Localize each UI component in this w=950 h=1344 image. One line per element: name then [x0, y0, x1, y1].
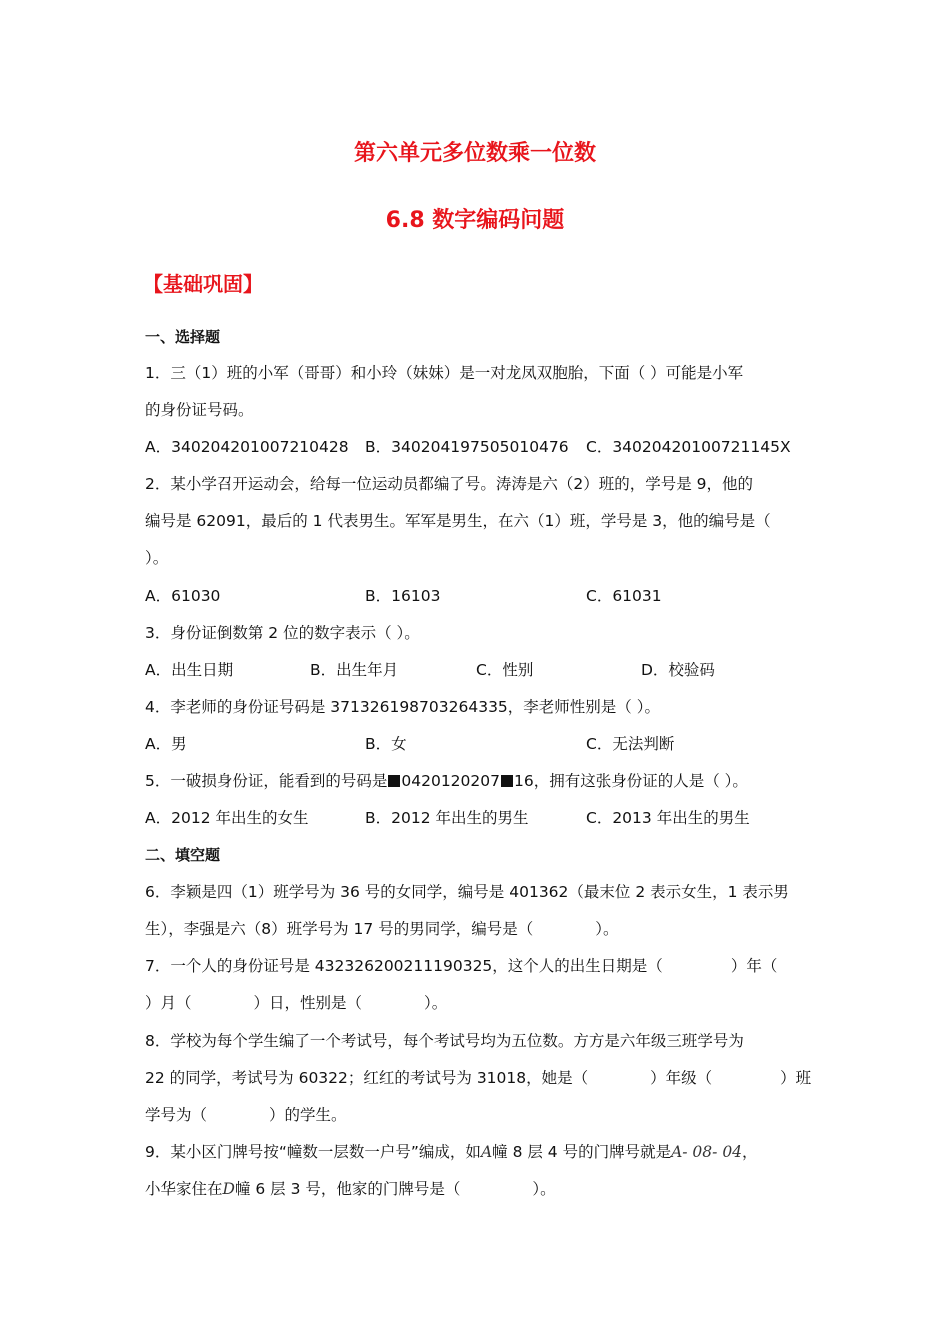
q1-line1: 1．三（1）班的小军（哥哥）和小玲（妹妹）是一对龙凤双胞胎，下面（ ）可能是小军 [145, 364, 744, 382]
q9-letter-d: D [222, 1180, 235, 1198]
q7-year: ）年（ [730, 957, 778, 975]
q3-option-b: B．出生年月 [310, 661, 399, 679]
q6-line1: 6．李颖是四（1）班学号为 36 号的女同学，编号是 401362（最末位 2 表示女生，1 表示男 [145, 883, 789, 901]
q3-option-a: A．出生日期 [145, 661, 234, 679]
q2-option-b: B．16103 [365, 587, 441, 605]
q1-option-b: B．340204197505010476 [365, 438, 569, 456]
q7-text: 7．一个人的身份证号是 432326200211190325，这个人的出生日期是（ [145, 957, 663, 975]
q5-line1 [145, 770, 748, 792]
q8-line1: 8．学校为每个学生编了一个考试号，每个考试号均为五位数。方方是六年级三班学号为 [145, 1032, 744, 1050]
q2-line1: 2．某小学召开运动会，给每一位运动员都编了号。涛涛是六（2）班的，学号是 9，他的 [145, 475, 754, 493]
q2-line3: ）。 [145, 549, 169, 567]
q9-text4: 幢 6 层 3 号，他家的门牌号是（ [234, 1180, 461, 1198]
q3-option-d: D．校验码 [641, 661, 715, 679]
q7-line2 [145, 992, 447, 1014]
q4-option-c: C．无法判断 [586, 735, 675, 753]
q8-line3 [145, 1104, 347, 1126]
q5-middle: 0420120207 [401, 772, 500, 790]
q8-grade: ）年级（ [650, 1069, 713, 1087]
q5-prefix: 5．一破损身份证，能看到的号码是 [145, 772, 388, 790]
q5-suffix: 16，拥有这张身份证的人是（ ）。 [514, 772, 748, 790]
q1-option-a: A．340204201007210428 [145, 438, 349, 456]
q6-close: ）。 [595, 920, 619, 938]
q3-line1: 3．身份证倒数第 2 位的数字表示（ ）。 [145, 624, 420, 642]
q8-line2 [145, 1067, 811, 1089]
q3-option-c: C．性别 [476, 661, 534, 679]
q4-option-a: A．男 [145, 735, 187, 753]
q9-close: ）。 [532, 1180, 556, 1198]
q9-comma: ， [742, 1143, 758, 1161]
q5-option-a: A．2012 年出生的女生 [145, 809, 309, 827]
q4-line1: 4．李老师的身份证号码是 371326198703264335，李老师性别是（ ）。 [145, 698, 660, 716]
q8-number: 学号为（ [145, 1106, 208, 1124]
page-subtitle: 6.8 数字编码问题 [385, 208, 565, 233]
q8-text: 22 的同学，考试号为 60322；红红的考试号为 31018，她是（ [145, 1069, 589, 1087]
q1-option-c: C．34020420100721145X [586, 438, 791, 456]
page-title: 第六单元多位数乘一位数 [353, 141, 596, 166]
q7-line1 [145, 955, 777, 977]
part1-heading: 一、选择题 [145, 328, 221, 346]
q5-option-c: C．2013 年出生的男生 [586, 809, 750, 827]
q7-month: ）月（ [145, 994, 192, 1012]
q9-code: A- 08- 04 [671, 1143, 743, 1161]
q9-text2: 幢 8 层 4 号的门牌号就是 [492, 1143, 672, 1161]
q7-close: ）。 [424, 994, 448, 1012]
q1-line2: 的身份证号码。 [145, 401, 254, 419]
q9-text: 9．某小区门牌号按“幢数一层数一户号”编成，如 [145, 1143, 481, 1161]
q2-option-c: C．61031 [586, 587, 662, 605]
q8-close: ）的学生。 [269, 1106, 347, 1124]
q9-text3: 小华家住在 [145, 1180, 223, 1198]
q8-class: ）班 [780, 1069, 812, 1087]
section-heading: 【基础巩固】 [143, 272, 263, 296]
masked-digit-icon [501, 775, 513, 787]
q2-option-a: A．61030 [145, 587, 221, 605]
q7-day: ）日，性别是（ [253, 994, 363, 1012]
q6-text: 生），李强是六（8）班学号为 17 号的男同学，编号是（ [145, 920, 534, 938]
q2-line2: 编号是 62091，最后的 1 代表男生。军军是男生，在六（1）班，学号是 3，他的编号是（ [145, 512, 771, 530]
q6-line2 [145, 918, 618, 940]
q9-line2 [145, 1178, 556, 1200]
q5-option-b: B．2012 年出生的男生 [365, 809, 529, 827]
masked-digit-icon [388, 775, 400, 787]
part2-heading: 二、填空题 [145, 846, 221, 864]
q9-letter-a: A [480, 1143, 493, 1161]
q4-option-b: B．女 [365, 735, 407, 753]
q9-line1 [145, 1141, 758, 1163]
